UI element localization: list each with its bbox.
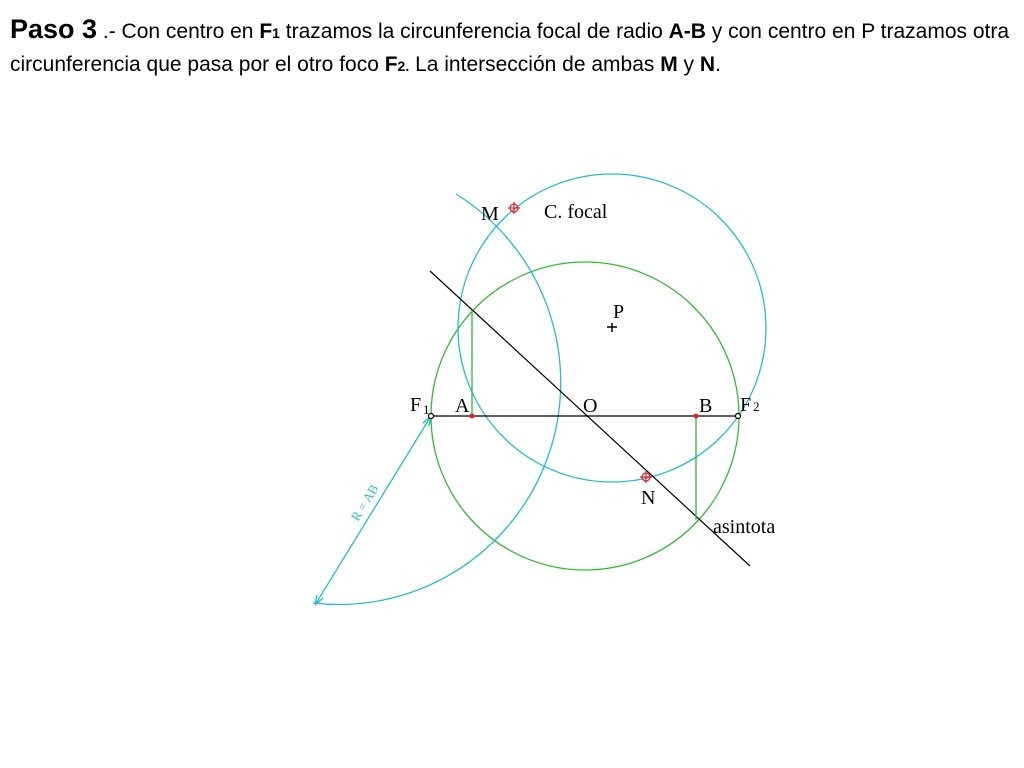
- label-p: P: [613, 301, 625, 323]
- caption-text-5: y: [677, 53, 700, 76]
- caption-text-4: La intersección de ambas: [409, 53, 661, 76]
- label-f2-sub: 2: [753, 399, 760, 414]
- caption-text-1: .- Con centro en: [97, 20, 260, 43]
- label-n: N: [641, 487, 656, 509]
- caption-text-6: .: [715, 53, 721, 76]
- label-m: M: [481, 203, 499, 225]
- label-f1: F: [410, 394, 422, 416]
- caption-m: M: [660, 53, 678, 76]
- focal-circle-arc: [313, 194, 561, 604]
- caption-text-3: y con centro en P trazamos otra circunferencia que pasa por el otro foco: [10, 20, 1010, 76]
- label-radius: R = AB: [347, 481, 382, 524]
- point-b: [694, 414, 699, 419]
- label-a: A: [455, 395, 470, 417]
- caption-n: N: [699, 53, 716, 76]
- radius-line: [315, 416, 431, 605]
- point-n-marker: [640, 471, 652, 483]
- label-o: O: [583, 395, 598, 417]
- caption-f1: F: [259, 20, 273, 43]
- caption-f1-sub: 1: [272, 25, 280, 41]
- label-f1-sub: 1: [423, 402, 430, 417]
- label-asintota: asintota: [713, 516, 776, 538]
- caption-f2-sub: 2.: [397, 58, 410, 74]
- point-a: [470, 414, 475, 419]
- step-title: Paso 3: [10, 14, 98, 44]
- label-f2: F: [740, 394, 752, 416]
- caption-ab: A-B: [668, 20, 706, 43]
- label-c-focal: C. focal: [544, 201, 608, 223]
- caption-text-2: trazamos la circunferencia focal de radio: [279, 20, 669, 43]
- caption-f2: F: [384, 53, 398, 76]
- label-b: B: [699, 395, 713, 417]
- point-p-marker: [607, 323, 617, 332]
